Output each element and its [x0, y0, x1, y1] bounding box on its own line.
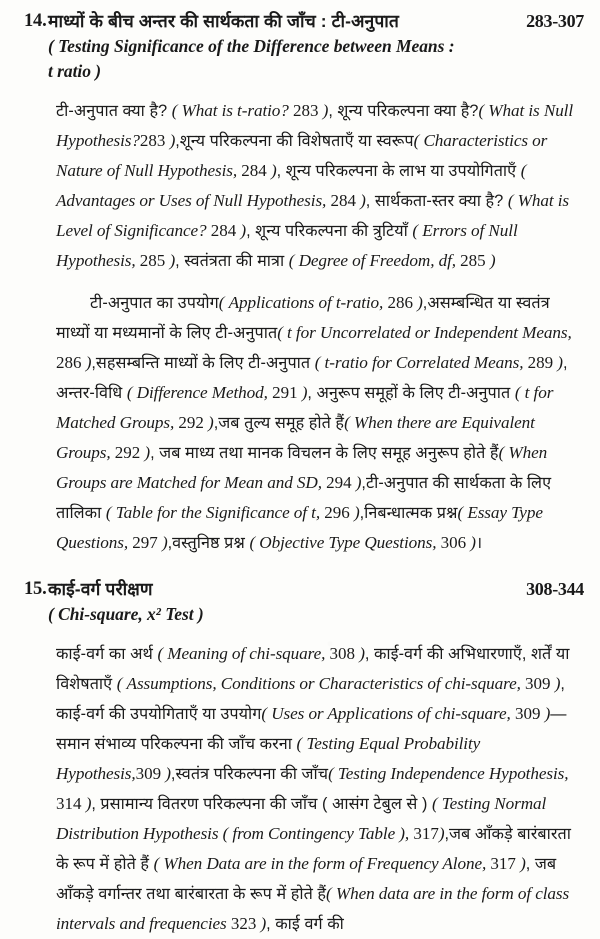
text-run-en: ( When data are in the form of class intervals and frequencies [56, 884, 570, 933]
text-run-hi: ,जब तुल्य समूह होते हैं [213, 414, 345, 432]
text-run-num: 284 [330, 191, 356, 210]
chapter-page-range-14: 283-307 [526, 11, 584, 31]
text-run-hi: , शून्य परिकल्पना क्या है? [328, 102, 479, 120]
chapter-page-range-15: 308-344 [526, 579, 584, 599]
text-run-en: ) [236, 221, 247, 240]
text-run-en: ( Errors of Null Hypothesis, [56, 221, 518, 270]
spacer [8, 558, 592, 576]
text-run-hi: काई-वर्ग का अर्थ [56, 645, 158, 663]
text-run-en: ) [165, 131, 176, 150]
text-run-en: ( t-ratio for Correlated Means, [314, 353, 528, 372]
chapter-number-15: 15. [24, 579, 47, 599]
text-run-en: ( t for Matched Groups, [56, 383, 554, 432]
text-run-en: ) [297, 383, 308, 402]
text-run-num: 317 [413, 824, 439, 843]
text-run-hi: ,निबन्धात्मक प्रश्न [359, 504, 458, 522]
text-run-num: 286 [387, 293, 413, 312]
topic-paragraph [56, 639, 582, 939]
text-run-en: ) [550, 674, 561, 693]
chapter-title-english-line1-15: ( Chi-square, x² Test ) [48, 604, 204, 624]
text-run-hi: , काई वर्ग की [266, 915, 344, 933]
text-run-num: 284 [210, 221, 237, 240]
spacer [56, 276, 582, 288]
text-run-num: 291 [272, 383, 298, 402]
text-run-num: 283 [292, 101, 319, 120]
text-run-en: ( Advantages or Uses of Null Hypothesis, [56, 161, 527, 210]
text-run-num: 309 [514, 704, 541, 723]
text-run-hi: , स्वतंत्रता की मात्रा [175, 252, 289, 270]
text-run-num: 292 [114, 443, 141, 462]
topic-paragraph [56, 96, 582, 276]
text-run-num: 286 [56, 353, 82, 372]
spacer [8, 84, 592, 96]
text-run-en: ) [355, 644, 365, 663]
text-run-en: ) [81, 353, 92, 372]
chapter-header-15 [8, 576, 592, 627]
text-run-hi: , जब आँकड़े वर्गान्तर तथा बारंबारता के रूप में होते हैं [56, 855, 557, 903]
text-run-en: ) [540, 704, 551, 723]
text-run-hi: टी-अनुपात का उपयोग [90, 294, 219, 312]
text-run-en: ) [203, 413, 214, 432]
text-run-hi: , शून्य परिकल्पना के लाभ या उपयोगिताएँ [276, 162, 521, 180]
text-run-num: 283 [139, 131, 166, 150]
text-run-en: ) [553, 353, 563, 372]
text-run-hi: , शून्य परिकल्पना की त्रुटियाँ [246, 222, 413, 240]
chapter-number-14: 14. [24, 11, 47, 31]
text-run-en: ( Uses or Applications of chi-square, [261, 704, 515, 723]
text-run-en: ( Characteristics or Nature of Null Hypothesis, [56, 131, 548, 180]
text-run-num: 308 [329, 644, 356, 663]
text-run-hi: , अनुरूप समूहों के लिए टी-अनुपात [307, 384, 515, 402]
text-run-hi: —समान संभाव्य परिकल्पना की जाँच करना [56, 705, 567, 753]
text-run-en: ( Assumptions, Conditions or Characteristics of chi-square, [116, 674, 525, 693]
text-run-num: 289 [527, 353, 554, 372]
text-run-num: 323 [230, 914, 257, 933]
text-run-en: ( When there are Equivalent Groups, [56, 413, 535, 462]
text-run-en: ( What is Level of Significance? [56, 191, 569, 240]
text-run-num: 317 [490, 854, 516, 873]
text-run-en: ) [515, 854, 526, 873]
text-run-hi: , अन्तर-विधि [56, 354, 568, 402]
text-run-hi: ,वस्तुनिष्ठ प्रश्न [167, 534, 250, 552]
text-run-en: ) [165, 251, 176, 270]
chapter-body-15 [56, 639, 582, 939]
text-run-hi: ,शून्य परिकल्पना की विशेषताएँ या स्वरूप [175, 132, 414, 150]
text-run-en: ( t for Uncorrelated or Independent Means, [277, 323, 572, 342]
text-run-hi: ,सहसम्बन्ति माध्यों के लिए टी-अनुपात [91, 354, 315, 372]
text-run-num: 284 [241, 161, 267, 180]
text-run-num: 296 [324, 503, 350, 522]
text-run-num: 292 [178, 413, 204, 432]
text-run-num: 285 [139, 251, 166, 270]
text-run-en: ( Objective Type Questions, [249, 533, 441, 552]
text-run-hi: , काई-वर्ग की उपयोगिताएँ या उपयोग [56, 675, 565, 723]
text-run-en: ( Degree of Freedom, df, [288, 251, 461, 270]
chapter-header-14 [8, 8, 592, 84]
text-run-en: ) [485, 251, 496, 270]
text-run-en: ( What is Null Hypothesis? [56, 101, 574, 150]
text-run-en: ( When Data are in the form of Frequency Alone, [153, 854, 491, 873]
text-run-hi: , काई-वर्ग की अभिधारणाएँ, शर्तें या विशेषताएँ [56, 645, 570, 693]
text-run-num: 309 [135, 764, 162, 783]
chapter-entry-15 [8, 576, 592, 939]
text-run-en: ( Table for the Significance of t, [105, 503, 325, 522]
text-run-en: ) [318, 101, 329, 120]
text-run-hi: ,असम्बन्धित या स्वतंत्र माध्यों या मध्यमानों के लिए टी-अनुपात [56, 294, 550, 342]
text-run-en: ( What is t-ratio? [171, 101, 293, 120]
chapter-title-hindi-15: काई-वर्ग परीक्षण [48, 579, 153, 599]
text-run-num: 306 [440, 533, 467, 552]
text-run-en: ( Testing Equal Probability Hypothesis, [56, 734, 481, 783]
text-run-num: 294 [326, 473, 352, 492]
text-run-num: 309 [525, 674, 551, 693]
text-run-en: ) [157, 533, 168, 552]
text-run-en: ) [438, 824, 445, 843]
chapter-title-hindi-14: माध्यों के बीच अन्तर की सार्थकता की जाँच : टी-अनुपात [48, 11, 399, 31]
text-run-en: ) [266, 161, 277, 180]
text-run-hi: , जब माध्य तथा मानक विचलन के लिए समूह अनुरूप होते हैं [150, 444, 499, 462]
text-run-en: ( Testing Normal Distribution Hypothesis ( from Contingency Table ), [56, 794, 547, 843]
text-run-en: ( Meaning of chi-square, [157, 644, 330, 663]
text-run-num: 297 [132, 533, 158, 552]
text-run-en: ) [351, 473, 362, 492]
text-run-en: ) [355, 191, 366, 210]
text-run-en: ( Difference Method, [126, 383, 273, 402]
text-run-en: ( Applications of t-ratio, [218, 293, 388, 312]
text-run-en: ( Testing Independence Hypothesis, [328, 764, 569, 783]
text-run-hi: ,टी-अनुपात की सार्थकता के लिए तालिका [56, 474, 552, 522]
text-run-hi: , सार्थकता-स्तर क्या है? [365, 192, 508, 210]
text-run-en: ( When Groups are Matched for Mean and SD, [56, 443, 548, 492]
chapter-title-english-line2-14: t ratio ) [48, 61, 102, 81]
text-run-hi: । [475, 534, 483, 552]
chapter-title-english-line1-14: ( Testing Significance of the Difference between Means : [48, 36, 455, 56]
text-run-en: ) [140, 443, 151, 462]
chapter-body-14 [56, 96, 582, 558]
chapter-title-group-15 [48, 576, 592, 627]
text-run-hi: ,स्वतंत्र परिकल्पना की जाँच [170, 765, 329, 783]
text-run-en: ) [466, 533, 476, 552]
text-run-en: ) [161, 764, 171, 783]
text-run-hi: टी-अनुपात क्या है? [56, 102, 172, 120]
chapter-entry-14 [8, 8, 592, 558]
text-run-en: ) [81, 794, 92, 813]
text-run-hi: ,जब आँकड़े बारंबारता के रूप में होते हैं [56, 825, 572, 873]
text-run-en: ) [256, 914, 267, 933]
text-run-en: ) [349, 503, 360, 522]
topic-paragraph [56, 288, 582, 558]
text-run-hi: , प्रसामान्य वितरण परिकल्पना की जाँच ( आसंग टेबुल से ) [91, 795, 432, 813]
chapter-title-group-14 [48, 8, 592, 84]
text-run-en: ) [412, 293, 423, 312]
text-run-num: 314 [56, 794, 82, 813]
text-run-en: ( Essay Type Questions, [56, 503, 543, 552]
text-run-num: 285 [460, 251, 486, 270]
spacer [8, 627, 592, 639]
